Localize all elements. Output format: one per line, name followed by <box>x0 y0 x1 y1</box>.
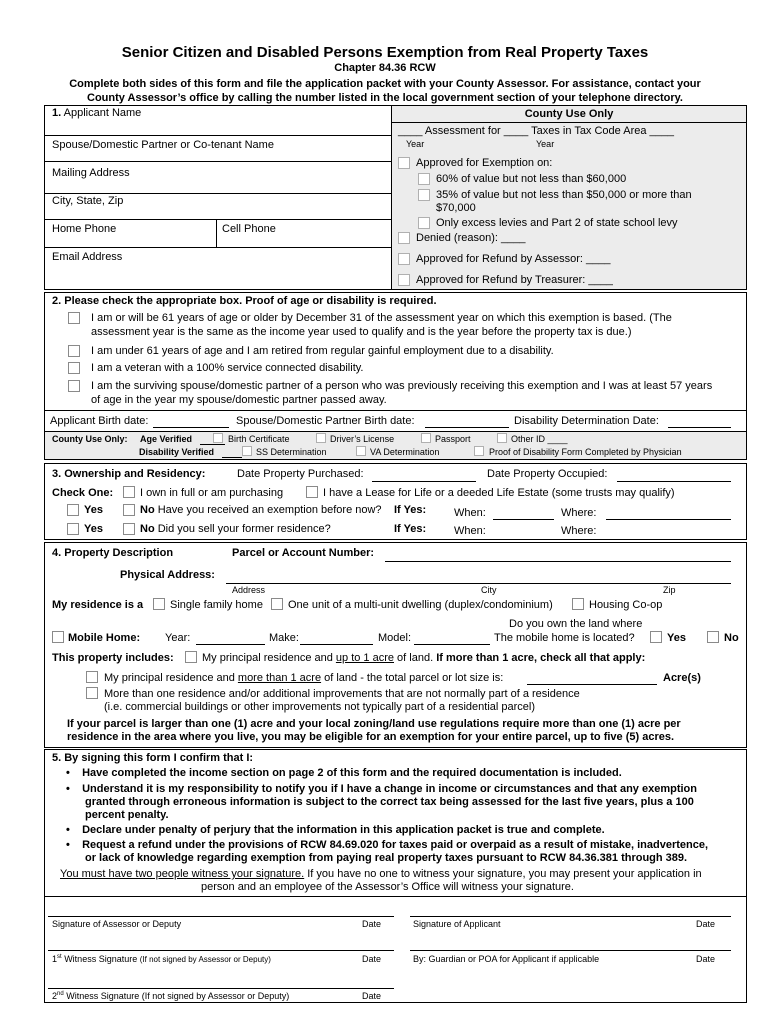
refund-treasurer-label: Approved for Refund by Treasurer: ____ <box>416 274 613 286</box>
instructions: Complete both sides of this form and file the application packet with your County Assessor. For assistance, contact your <box>69 78 701 90</box>
witness-1-label: 1st Witness Signature (If not signed by Assessor or Deputy) <box>52 954 271 964</box>
witness-2-label: 2nd Witness Signature (If not signed by Assessor or Deputy) <box>52 991 290 1001</box>
veteran-label: I am a veteran with a 100% service connected disability. <box>91 362 364 374</box>
refund-treasurer-checkbox[interactable] <box>398 274 410 286</box>
acres-label: Acre(s) <box>663 672 701 684</box>
witness-note: You must have two people witness your signature. If you have no one to witness your signature, you may present your application in <box>60 868 702 880</box>
applicant-name-label: 1. Applicant Name <box>52 107 142 119</box>
home-phone-label: Home Phone <box>52 223 117 235</box>
q1-if-yes: If Yes: <box>394 504 427 516</box>
proof-label: Proof of Disability Form Completed by Physician <box>489 447 682 457</box>
includes-label: This property includes: <box>52 652 174 664</box>
thirtyfive-label-2: $70,000 <box>436 202 476 214</box>
q1-where: Where: <box>561 507 597 519</box>
zip-caption: Zip <box>663 585 676 595</box>
denied-label: Denied (reason): ____ <box>416 232 526 244</box>
witness-2-date-label: Date <box>362 991 382 1001</box>
bullet-2: • Understand it is my responsibility to notify you if I have a change in income or circumstances and that any exemption <box>66 783 697 795</box>
section-4-heading: 4. Property Description <box>52 547 174 559</box>
age-61-label-2: assessment year is the same as the income year used to qualify and is the year before the property tax is due.) <box>91 326 632 338</box>
year-label-2: Year <box>536 139 555 149</box>
assessor-signature-label: Signature of Assessor or Deputy <box>52 919 182 929</box>
thirtyfive-checkbox[interactable] <box>418 189 430 201</box>
section-3-heading: 3. Ownership and Residency: <box>52 468 206 480</box>
parcel-label: Parcel or Account Number: <box>232 547 375 559</box>
mobile-model-label: Model: <box>378 632 412 644</box>
section-2-heading: 2. Please check the appropriate box. Proof of age or disability is required. <box>52 295 437 307</box>
va-label: VA Determination <box>370 447 440 457</box>
license-checkbox[interactable] <box>316 433 326 443</box>
up-to-one-acre-label: My principal residence and up to 1 acre of land. If more than 1 acre, check all that apply: <box>202 652 646 664</box>
single-family-label: Single family home <box>170 599 263 611</box>
county-use-title: County Use Only <box>524 108 614 120</box>
veteran-checkbox[interactable] <box>68 362 80 374</box>
refund-assessor-label: Approved for Refund by Assessor: ____ <box>416 253 611 265</box>
single-family-checkbox[interactable] <box>153 598 165 610</box>
q1-when: When: <box>454 507 486 519</box>
license-label: Driver’s License <box>330 434 395 444</box>
additional-checkbox[interactable] <box>86 687 98 699</box>
other-id-label: Other ID ____ <box>511 434 568 444</box>
own-land-label: Do you own the land where <box>509 618 643 630</box>
coop-checkbox[interactable] <box>572 598 584 610</box>
birth-cert-label: Birth Certificate <box>228 434 290 444</box>
approved-checkbox[interactable] <box>398 157 410 169</box>
multi-unit-checkbox[interactable] <box>271 598 283 610</box>
additional-label: More than one residence and/or additional improvements that are not normally part of a residence <box>104 688 580 700</box>
address-caption: Address <box>232 585 266 595</box>
sixty-label: 60% of value but not less than $60,000 <box>436 173 627 185</box>
q2-yes-label: Yes <box>84 523 103 535</box>
q1-label: No Have you received an exemption before now? <box>140 504 382 516</box>
bullet-2-line-3: percent penalty. <box>85 809 169 821</box>
physical-address-label: Physical Address: <box>120 569 215 581</box>
age-61-label: I am or will be 61 years of age or older by December 31 of the assessment year on which this exemption is based. (The <box>91 312 672 324</box>
purchased-label: Date Property Purchased: <box>237 468 364 480</box>
birth-date-label: Applicant Birth date: <box>50 415 149 427</box>
disability-verified-label: Disability Verified <box>139 447 215 457</box>
lease-label: I have a Lease for Life or a deeded Life Estate (some trusts may qualify) <box>323 487 675 499</box>
spouse-label: Spouse/Domestic Partner or Co-tenant Name <box>52 139 274 151</box>
city-caption: City <box>481 585 497 595</box>
surviving-label-2: of age in the year my spouse/domestic partner passed away. <box>91 394 387 406</box>
passport-label: Passport <box>435 434 471 444</box>
guardian-label: By: Guardian or POA for Applicant if applicable <box>413 954 600 964</box>
occupied-label: Date Property Occupied: <box>487 468 608 480</box>
lease-checkbox[interactable] <box>306 486 318 498</box>
q2-where: Where: <box>561 525 597 537</box>
chapter: Chapter 84.36 RCW <box>334 62 436 74</box>
guardian-date-label: Date <box>696 954 716 964</box>
passport-checkbox[interactable] <box>421 433 431 443</box>
disability-label: I am under 61 years of age and I am retired from regular gainful employment due to a disability. <box>91 345 554 357</box>
disability-date-label: Disability Determination Date: <box>514 415 659 427</box>
denied-checkbox[interactable] <box>398 232 410 244</box>
approved-label: Approved for Exemption on: <box>416 157 553 169</box>
spouse-birth-label: Spouse/Domestic Partner Birth date: <box>236 415 415 427</box>
birth-cert-checkbox[interactable] <box>213 433 223 443</box>
assessor-date-label: Date <box>362 919 382 929</box>
q2-if-yes: If Yes: <box>394 523 427 535</box>
more-than-one-acre-label: My principal residence and more than 1 acre of land - the total parcel or lot size is: <box>104 672 504 684</box>
applicant-date-label: Date <box>696 919 716 929</box>
bullet-1: • Have completed the income section on page 2 of this form and the required documentation is included. <box>66 767 622 779</box>
age-61-checkbox[interactable] <box>68 312 80 324</box>
mobile-year-label: Year: <box>165 632 191 644</box>
land-no-checkbox[interactable] <box>707 631 719 643</box>
bullet-3: • Declare under penalty of perjury that the information in this application packet is true and complete. <box>66 824 605 836</box>
q2-when: When: <box>454 525 486 537</box>
land-yes-checkbox[interactable] <box>650 631 662 643</box>
up-to-one-acre-checkbox[interactable] <box>185 651 197 663</box>
section-5-heading: 5. By signing this form I confirm that I: <box>52 752 254 764</box>
age-verified-label: Age Verified <box>140 434 193 444</box>
parcel-note: If your parcel is larger than one (1) acre and your local zoning/land use regulations require more than one (1) acre per <box>67 718 681 730</box>
applicant-signature-label: Signature of Applicant <box>413 919 501 929</box>
residence-label: My residence is a <box>52 599 144 611</box>
mobile-home-checkbox[interactable] <box>52 631 64 643</box>
email-label: Email Address <box>52 251 123 263</box>
q1-yes-checkbox[interactable] <box>67 504 79 516</box>
land-no-label: No <box>724 632 739 644</box>
county-use-label: County Use Only: <box>52 434 128 444</box>
year-label: Year <box>406 139 425 149</box>
parcel-note-2: residence in the area where you live, you may be eligible for an exemption for your entire parcel, up to five (5) acres. <box>67 731 675 743</box>
sixty-checkbox[interactable] <box>418 173 430 185</box>
excess-checkbox[interactable] <box>418 217 430 229</box>
bullet-2-line-2: granted through erroneous information is subject to the correct tax being assessed for the last five years, plus a 100 <box>85 796 694 808</box>
q1-yes-label: Yes <box>84 504 103 516</box>
ss-checkbox[interactable] <box>242 446 252 456</box>
mobile-make-label: Make: <box>269 632 299 644</box>
thirtyfive-label: 35% of value but not less than $50,000 or more than <box>436 189 692 201</box>
cell-phone-label: Cell Phone <box>222 223 276 235</box>
instructions-2: County Assessor’s office by calling the number listed in the local government section of your telephone directory. <box>87 92 683 104</box>
surviving-label: I am the surviving spouse/domestic partner of a person who was previously receiving this exemption and I was at least 57 years <box>91 380 713 392</box>
check-one-label: Check One: <box>52 487 114 499</box>
disability-checkbox[interactable] <box>68 345 80 357</box>
bullet-4-line-2: or lack of knowledge regarding exemption from paying real property taxes pursuant to RCW 84.36.381 through 389. <box>85 852 688 864</box>
surviving-checkbox[interactable] <box>68 380 80 392</box>
mailing-label: Mailing Address <box>52 167 130 179</box>
coop-label: Housing Co-op <box>589 599 663 611</box>
witness-1-date-label: Date <box>362 954 382 964</box>
refund-assessor-checkbox[interactable] <box>398 253 410 265</box>
own-checkbox[interactable] <box>123 486 135 498</box>
q2-label: No Did you sell your former residence? <box>140 523 331 535</box>
city-label: City, State, Zip <box>52 195 124 207</box>
land-yes-label: Yes <box>667 632 686 644</box>
bullet-4: • Request a refund under the provisions of RCW 84.69.020 for taxes paid or overpaid as a result of mistake, inadvertence, <box>66 839 709 851</box>
q2-yes-checkbox[interactable] <box>67 523 79 535</box>
more-than-one-acre-checkbox[interactable] <box>86 671 98 683</box>
proof-checkbox[interactable] <box>474 446 484 456</box>
excess-label: Only excess levies and Part 2 of state school levy <box>436 217 678 229</box>
witness-note-2: person and an employee of the Assessor’s Office will witness your signature. <box>201 881 574 893</box>
q1-no-checkbox[interactable] <box>123 504 135 516</box>
mobile-home-label: Mobile Home: <box>68 632 141 644</box>
assessment-line: ____ Assessment for ____ Taxes in Tax Code Area ____ <box>398 125 674 137</box>
other-id-checkbox[interactable] <box>497 433 507 443</box>
multi-unit-label: One unit of a multi-unit dwelling (duplex/condominium) <box>288 599 553 611</box>
va-checkbox[interactable] <box>356 446 366 456</box>
mobile-located-label: The mobile home is located? <box>494 632 635 644</box>
ss-label: SS Determination <box>256 447 327 457</box>
additional-label-2: (i.e. commercial buildings or other improvements not typically part of a residential parcel) <box>104 701 536 713</box>
own-label: I own in full or am purchasing <box>140 487 284 499</box>
q2-no-checkbox[interactable] <box>123 523 135 535</box>
page-title: Senior Citizen and Disabled Persons Exemption from Real Property Taxes <box>121 44 649 61</box>
